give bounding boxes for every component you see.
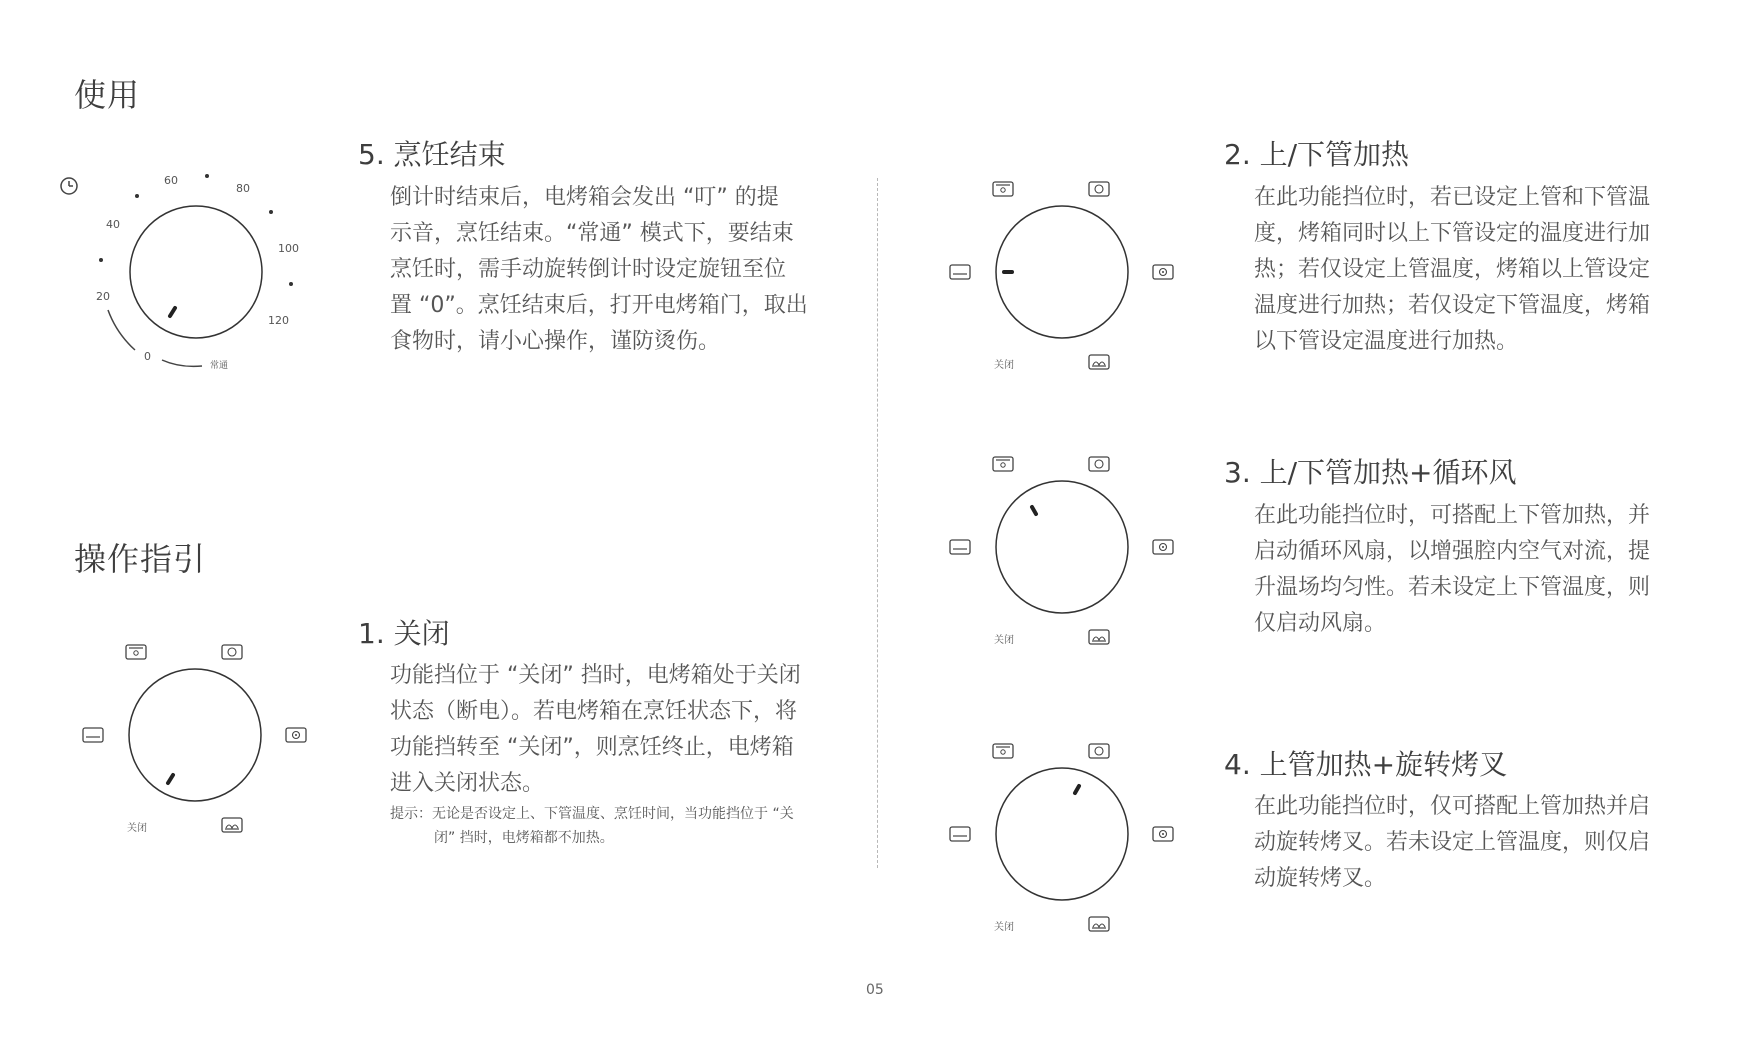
text-line: 状态（断电）。若电烤箱在烹饪状态下，将 bbox=[390, 699, 798, 724]
convection-icon bbox=[1153, 827, 1173, 841]
text-line: 度，烤箱同时以上下管设定的温度进行加 bbox=[1254, 221, 1651, 246]
text-line: 以下管设定温度进行加热。 bbox=[1254, 329, 1519, 354]
step-3-text bbox=[1254, 498, 1724, 642]
timer-label-0: 0 bbox=[144, 350, 151, 363]
timer-label-always-on: 常通 bbox=[210, 361, 229, 371]
timer-label-20: 20 bbox=[96, 290, 110, 303]
note-line: 提示：无论是否设定上、下管温度、烹饪时间，当功能挡位于 “关 bbox=[390, 806, 794, 822]
top-heater-icon bbox=[993, 744, 1013, 758]
function-label-off: 关闭 bbox=[994, 922, 1014, 933]
timer-label-60: 60 bbox=[164, 174, 178, 187]
text-line: 功能挡位于 “关闭” 挡时，电烤箱处于关闭 bbox=[390, 663, 801, 688]
step-5-heading: 5. 烹饪结束 bbox=[358, 138, 506, 171]
timer-dial-diagram bbox=[50, 160, 310, 380]
bottom-heater-icon bbox=[950, 540, 970, 554]
fan-icon bbox=[1089, 457, 1109, 471]
step-4-heading: 4. 上管加热+旋转烤叉 bbox=[1224, 748, 1508, 781]
function-dial-top-bottom-fan bbox=[947, 452, 1187, 652]
function-knob bbox=[129, 669, 261, 801]
section-title-guide: 操作指引 bbox=[74, 540, 207, 578]
function-knob-pointer bbox=[1032, 507, 1036, 514]
section-title-usage: 使用 bbox=[74, 76, 141, 114]
text-line: 食物时，请小心操作，谨防烫伤。 bbox=[390, 329, 721, 354]
bottom-heater-icon bbox=[83, 728, 103, 742]
text-line: 热；若仅设定上管温度，烤箱以上管设定 bbox=[1254, 257, 1651, 282]
function-label-off: 关闭 bbox=[127, 823, 147, 834]
bottom-heater-icon bbox=[950, 827, 970, 841]
timer-label-100: 100 bbox=[278, 242, 299, 255]
convection-icon bbox=[286, 728, 306, 742]
convection-icon bbox=[1153, 540, 1173, 554]
timer-dot bbox=[269, 210, 273, 214]
function-knob-pointer bbox=[1075, 786, 1079, 793]
timer-dot bbox=[99, 258, 103, 262]
top-heater-icon bbox=[993, 182, 1013, 196]
timer-dot bbox=[289, 282, 293, 286]
rotisserie-icon bbox=[1089, 355, 1109, 369]
rotisserie-icon bbox=[222, 818, 242, 832]
text-line: 在此功能挡位时，若已设定上管和下管温 bbox=[1254, 185, 1651, 210]
column-divider bbox=[877, 178, 878, 868]
rotisserie-icon bbox=[1089, 630, 1109, 644]
text-line: 启动循环风扇，以增强腔内空气对流，提 bbox=[1254, 539, 1651, 564]
timer-arc-left bbox=[108, 310, 135, 350]
step-4-text bbox=[1254, 789, 1724, 897]
rotisserie-icon bbox=[1089, 917, 1109, 931]
text-line: 动旋转烤叉。若未设定上管温度，则仅启 bbox=[1254, 830, 1651, 855]
fan-icon bbox=[1089, 744, 1109, 758]
function-dial-top-bottom bbox=[947, 177, 1187, 377]
top-heater-icon bbox=[993, 457, 1013, 471]
timer-knob-pointer bbox=[170, 308, 175, 316]
function-knob bbox=[996, 206, 1128, 338]
function-dial-off bbox=[80, 640, 320, 840]
text-line: 进入关闭状态。 bbox=[390, 771, 545, 796]
step-2-text bbox=[1254, 180, 1724, 360]
step-3-heading: 3. 上/下管加热+循环风 bbox=[1224, 456, 1517, 489]
function-knob bbox=[996, 768, 1128, 900]
text-line: 升温场均匀性。若未设定上下管温度，则 bbox=[1254, 575, 1651, 600]
function-knob-pointer bbox=[168, 775, 173, 783]
text-line: 置 “0”。烹饪结束后，打开电烤箱门，取出 bbox=[390, 293, 808, 318]
page-number: 05 bbox=[866, 982, 884, 998]
timer-dot bbox=[135, 194, 139, 198]
step-1-note bbox=[390, 802, 860, 850]
timer-knob bbox=[130, 206, 262, 338]
timer-label-80: 80 bbox=[236, 182, 250, 195]
timer-dot bbox=[205, 174, 209, 178]
text-line: 示音，烹饪结束。“常通” 模式下，要结束 bbox=[390, 221, 794, 246]
text-line: 在此功能挡位时，可搭配上下管加热，并 bbox=[1254, 503, 1651, 528]
text-line: 功能挡转至 “关闭”，则烹饪终止，电烤箱 bbox=[390, 735, 794, 760]
text-line: 在此功能挡位时，仅可搭配上管加热并启 bbox=[1254, 794, 1651, 819]
timer-label-40: 40 bbox=[106, 218, 120, 231]
note-line: 闭” 挡时，电烤箱都不加热。 bbox=[434, 830, 614, 846]
bottom-heater-icon bbox=[950, 265, 970, 279]
timer-label-120: 120 bbox=[268, 314, 289, 327]
text-line: 倒计时结束后，电烤箱会发出 “叮” 的提 bbox=[390, 185, 779, 210]
text-line: 烹饪时，需手动旋转倒计时设定旋钮至位 bbox=[390, 257, 787, 282]
step-5-text bbox=[390, 180, 860, 360]
fan-icon bbox=[1089, 182, 1109, 196]
function-label-off: 关闭 bbox=[994, 635, 1014, 646]
top-heater-icon bbox=[126, 645, 146, 659]
step-1-text bbox=[390, 658, 860, 802]
timer-arc-always-on bbox=[162, 360, 202, 366]
function-dial-top-rotisserie bbox=[947, 739, 1187, 939]
convection-icon bbox=[1153, 265, 1173, 279]
text-line: 动旋转烤叉。 bbox=[1254, 866, 1387, 891]
text-line: 温度进行加热；若仅设定下管温度，烤箱 bbox=[1254, 293, 1651, 318]
text-line: 仅启动风扇。 bbox=[1254, 611, 1387, 636]
fan-icon bbox=[222, 645, 242, 659]
step-2-heading: 2. 上/下管加热 bbox=[1224, 138, 1410, 171]
function-label-off: 关闭 bbox=[994, 360, 1014, 371]
function-knob bbox=[996, 481, 1128, 613]
step-1-heading: 1. 关闭 bbox=[358, 617, 450, 650]
clock-icon bbox=[61, 178, 77, 194]
